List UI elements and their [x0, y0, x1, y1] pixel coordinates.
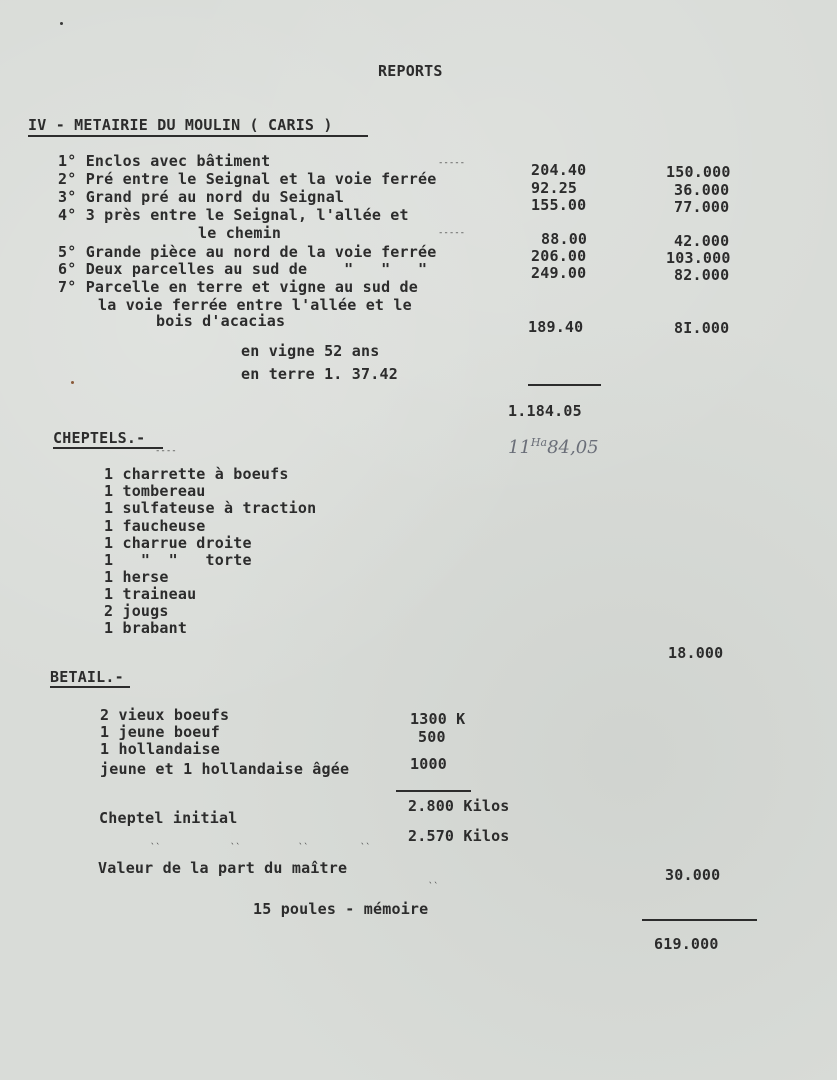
- parcel-3-label: 3° Grand pré au nord du Seignal: [58, 188, 345, 206]
- cheptel-item: 1 faucheuse: [104, 517, 206, 535]
- parcel-4-area: 88.00: [541, 230, 588, 248]
- parcel-7-label: 7° Parcelle en terre et vigne au sud de: [58, 278, 418, 296]
- cheptel-item: 1 brabant: [104, 619, 188, 637]
- parcel-4-label: 4° 3 près entre le Seignal, l'allée et: [58, 206, 409, 224]
- parcel-4-value: 42.000: [674, 232, 730, 250]
- grand-total: 619.000: [654, 935, 719, 953]
- ditto-mark: ----: [155, 446, 177, 456]
- ditto-mark: ``: [428, 882, 439, 892]
- parcel-6-value: 82.000: [674, 266, 730, 284]
- page-header: REPORTS: [378, 62, 443, 80]
- parcel-7-label-cont: la voie ferrée entre l'allée et le: [98, 296, 412, 314]
- parcel-1-value: 150.000: [666, 163, 731, 181]
- ditto-mark: ``: [230, 843, 241, 853]
- parcel-7-area: 189.40: [528, 318, 584, 336]
- grand-total-rule: [642, 919, 757, 921]
- poultry-line: 15 poules - mémoire: [253, 900, 429, 918]
- cheptel-item: 2 jougs: [104, 602, 169, 620]
- betail-item-label: 1 hollandaise: [100, 740, 220, 758]
- betail-title: BETAIL.-: [50, 668, 124, 686]
- parcel-7-label-cont2: bois d'acacias: [156, 312, 286, 330]
- betail-item-label: jeune et 1 hollandaise âgée: [100, 760, 350, 778]
- area-handwritten-note: [508, 436, 599, 458]
- cheptel-item: 1 traineau: [104, 585, 197, 603]
- parcel-2-label: 2° Pré entre le Seignal et la voie ferrée: [58, 170, 437, 188]
- parcel-2-value: 36.000: [674, 181, 730, 199]
- kilos-total: 2.800 Kilos: [408, 797, 510, 815]
- ditto-mark: -----: [438, 228, 466, 238]
- parcel-2-area: 92.25: [531, 179, 578, 197]
- betail-item-kilos: 500: [418, 728, 446, 746]
- parcel-6-area: 249.00: [531, 264, 587, 282]
- betail-item-label: 1 jeune boeuf: [100, 723, 220, 741]
- betail-item-kilos: 1000: [410, 755, 447, 773]
- section-title-underline: [28, 135, 368, 137]
- paper-speck: [71, 381, 74, 384]
- area-total: 1.184.05: [508, 402, 582, 420]
- parcel-4-label-cont: le chemin: [198, 224, 282, 242]
- parcel-5-label: 5° Grande pièce au nord de la voie ferrée: [58, 243, 437, 261]
- cheptel-item: 1 " " torte: [104, 551, 252, 569]
- paper-speck: [60, 22, 63, 25]
- cheptel-item: 1 herse: [104, 568, 169, 586]
- ditto-mark: ``: [298, 843, 309, 853]
- parcel-3-value: 77.000: [674, 198, 730, 216]
- ditto-mark: ``: [360, 843, 371, 853]
- cheptel-initial-kilos: 2.570 Kilos: [408, 827, 510, 845]
- terre-line: en terre 1. 37.42: [241, 365, 398, 383]
- parcel-1-area: 204.40: [531, 161, 587, 179]
- kilos-total-rule: [396, 790, 471, 792]
- cheptels-title: CHEPTELS.-: [53, 429, 146, 447]
- parcel-5-value: 103.000: [666, 249, 731, 267]
- area-total-rule: [528, 384, 601, 386]
- parcel-1-label: 1° Enclos avec bâtiment: [58, 152, 271, 170]
- betail-item-label: 2 vieux boeufs: [100, 706, 230, 724]
- cheptel-item: 1 tombereau: [104, 482, 206, 500]
- parcel-7-value: 8I.000: [674, 319, 730, 337]
- section-title: IV - METAIRIE DU MOULIN ( CARIS ): [28, 116, 333, 134]
- cheptel-initial-label: Cheptel initial: [99, 809, 238, 827]
- share-label: Valeur de la part du maître: [98, 859, 348, 877]
- betail-item-kilos: 1300 K: [410, 710, 466, 728]
- parcel-3-area: 155.00: [531, 196, 587, 214]
- ditto-mark: -----: [438, 158, 466, 168]
- parcel-5-area: 206.00: [531, 247, 587, 265]
- cheptel-item: 1 sulfateuse à traction: [104, 499, 317, 517]
- hw-main: 11: [508, 437, 531, 458]
- ditto-mark: ``: [150, 843, 161, 853]
- parcel-6-label: 6° Deux parcelles au sud de " " ": [58, 260, 428, 278]
- vigne-line: en vigne 52 ans: [241, 342, 380, 360]
- share-value: 30.000: [665, 866, 721, 884]
- betail-title-underline: [50, 686, 130, 688]
- hw-unit: Ha: [530, 436, 548, 449]
- cheptels-value: 18.000: [668, 644, 724, 662]
- cheptels-title-underline: [53, 447, 163, 449]
- cheptel-item: 1 charrette à boeufs: [104, 465, 289, 483]
- hw-rest: 84,05: [547, 437, 599, 458]
- cheptel-item: 1 charrue droite: [104, 534, 252, 552]
